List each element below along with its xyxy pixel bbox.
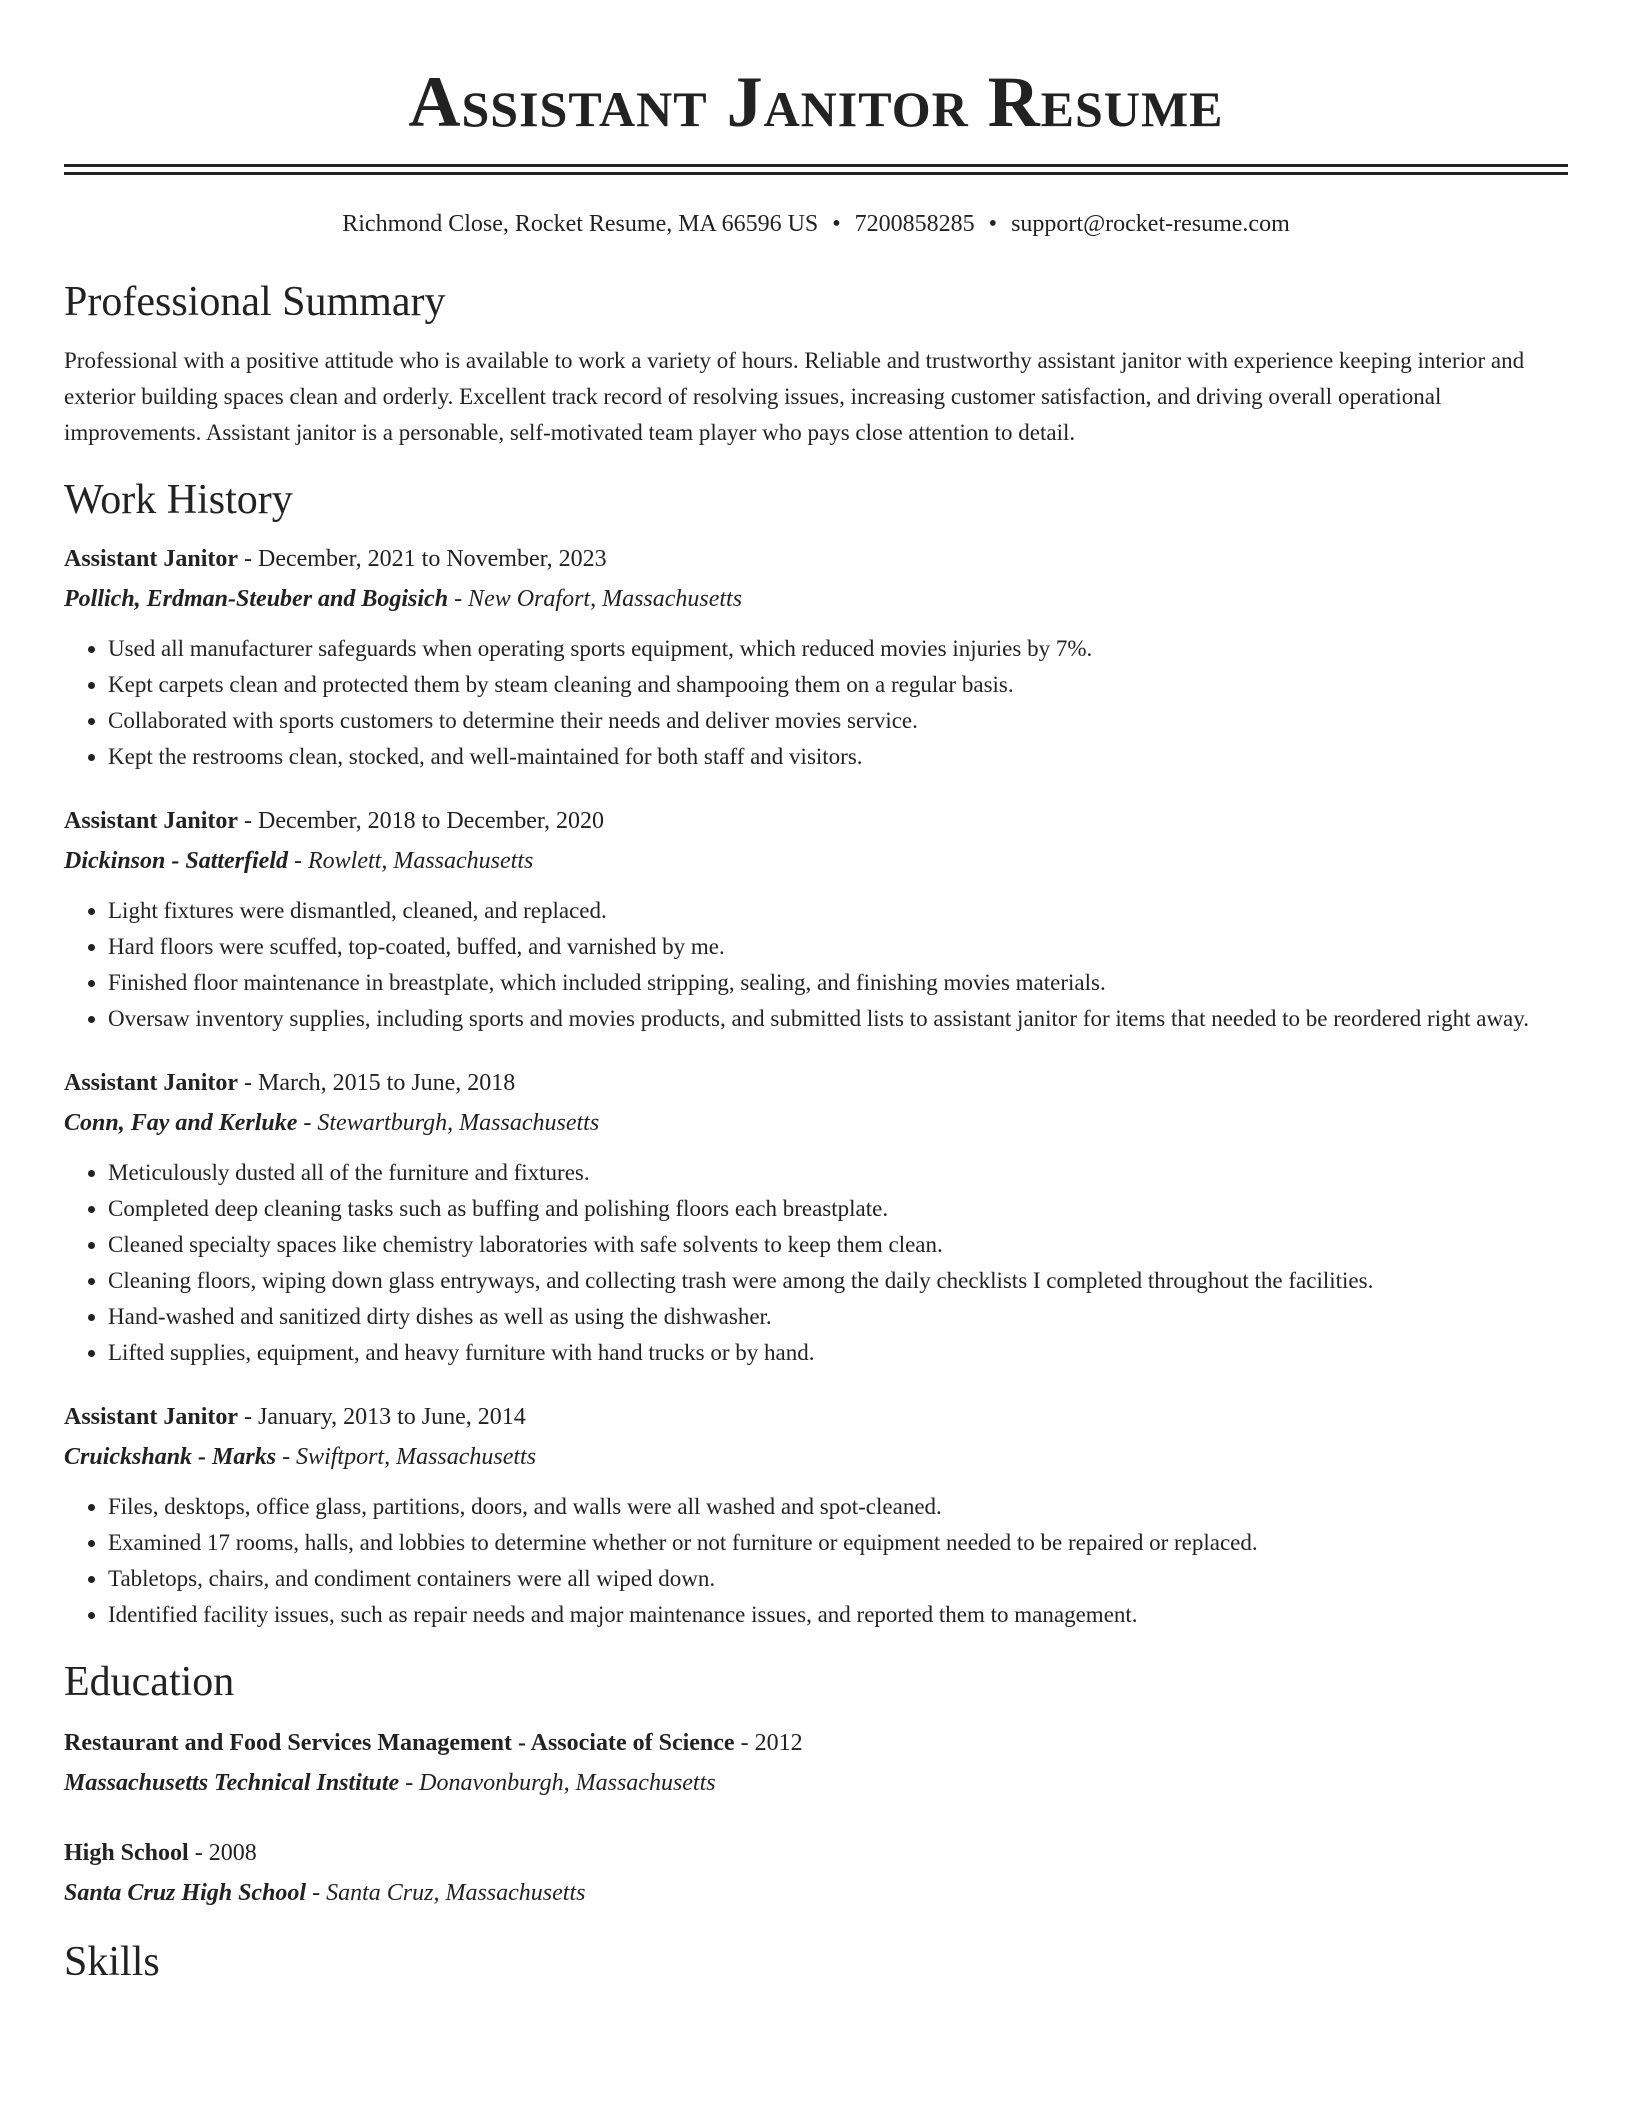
job-company-line <box>64 841 1568 881</box>
skills-heading: Skills <box>64 1939 160 1985</box>
job-entry <box>64 1063 1568 1371</box>
job-company: Pollich, Erdman-Steuber and Bogisich <box>64 586 449 612</box>
job-bullet: • Examined 17 rooms, halls, and lobbies to determine whether or not furniture or equipment needed to be repaired or replaced. <box>108 1525 1568 1561</box>
work-history-heading: Work History <box>64 477 293 523</box>
contact-email: support@rocket-resume.com <box>1011 211 1290 237</box>
job-bullet-list <box>64 1155 1568 1371</box>
job-bullet-list <box>64 631 1568 775</box>
job-bullet: • Hard floors were scuffed, top-coated, buffed, and varnished by me. <box>108 929 1568 965</box>
education-school: Massachusetts Technical Institute <box>64 1770 400 1796</box>
contact-separator: • <box>988 211 998 237</box>
job-dates: - January, 2013 to June, 2014 <box>238 1404 526 1430</box>
job-company: Conn, Fay and Kerluke <box>64 1110 298 1136</box>
job-company-line <box>64 1437 1568 1477</box>
job-title-line <box>64 1063 1568 1103</box>
job-bullet: • Meticulously dusted all of the furniture and fixtures. <box>108 1155 1568 1191</box>
job-entry <box>64 539 1568 775</box>
education-entry <box>64 1723 1568 1803</box>
title-double-rule <box>64 164 1568 175</box>
job-dates: - December, 2021 to November, 2023 <box>238 546 607 572</box>
education-school: Santa Cruz High School <box>64 1880 307 1906</box>
contact-separator: • <box>832 211 841 237</box>
contact-phone: 7200858285 <box>854 211 975 237</box>
job-bullet-list <box>64 893 1568 1037</box>
education-degree: Restaurant and Food Services Management - Associate of Science <box>64 1730 735 1756</box>
job-bullet: • Cleaning floors, wiping down glass entryways, and collecting trash were among the daily checklists I completed throughout the facilities. <box>108 1263 1568 1299</box>
job-dates: - March, 2015 to June, 2018 <box>238 1070 516 1096</box>
resume-title: Assistant Janitor Resume <box>408 62 1224 142</box>
job-company-line <box>64 579 1568 619</box>
job-title: Assistant Janitor <box>64 1070 239 1096</box>
job-location: - New Orafort, Massachusetts <box>448 586 743 612</box>
job-bullet: • Collaborated with sports customers to determine their needs and deliver movies service. <box>108 703 1568 739</box>
job-title-line <box>64 801 1568 841</box>
job-company: Dickinson - Satterfield <box>64 848 289 874</box>
education-entry <box>64 1833 1568 1913</box>
education-year: - 2012 <box>734 1730 803 1756</box>
job-bullet-list <box>64 1489 1568 1633</box>
job-bullet: • Hand-washed and sanitized dirty dishes as well as using the dishwasher. <box>108 1299 1568 1335</box>
education-year: - 2008 <box>188 1840 257 1866</box>
job-title-line <box>64 539 1568 579</box>
job-location: - Swiftport, Massachusetts <box>276 1444 537 1470</box>
education-location: - Donavonburgh, Massachusetts <box>399 1770 716 1796</box>
job-location: - Stewartburgh, Massachusetts <box>297 1110 600 1136</box>
job-bullet: • Lifted supplies, equipment, and heavy furniture with hand trucks or by hand. <box>108 1335 1568 1371</box>
job-bullet: • Identified facility issues, such as repair needs and major maintenance issues, and reported them to management. <box>108 1597 1568 1633</box>
job-title-line <box>64 1397 1568 1437</box>
job-bullet: • Kept the restrooms clean, stocked, and well-maintained for both staff and visitors. <box>108 739 1568 775</box>
job-title: Assistant Janitor <box>64 546 239 572</box>
job-bullet: • Finished floor maintenance in breastplate, which included stripping, sealing, and finishing movies materials. <box>108 965 1568 1001</box>
job-bullet: • Light fixtures were dismantled, cleaned, and replaced. <box>108 893 1568 929</box>
summary-heading: Professional Summary <box>64 279 446 325</box>
education-degree-line <box>64 1723 1568 1763</box>
job-title: Assistant Janitor <box>64 1404 239 1430</box>
summary-text: Professional with a positive attitude who is available to work a variety of hours. Reliable and trustworthy assistant janitor with experience keeping interior and exterior building spaces clean and orderly. Excellent track record of resolving issues, increasing customer satisfaction, and driving overall operational improvements. Assistant janitor is a personable, self-motivated team player who pays close attention to detail. <box>64 348 1525 445</box>
education-school-line <box>64 1763 1568 1803</box>
job-bullet: • Completed deep cleaning tasks such as buffing and polishing floors each breastplate. <box>108 1191 1568 1227</box>
job-bullet: • Used all manufacturer safeguards when operating sports equipment, which reduced movies injuries by 7%. <box>108 631 1568 667</box>
job-bullet: • Oversaw inventory supplies, including sports and movies products, and submitted lists to assistant janitor for items that needed to be reordered right away. <box>108 1001 1568 1037</box>
job-dates: - December, 2018 to December, 2020 <box>238 808 604 834</box>
job-company-line <box>64 1103 1568 1143</box>
job-bullet: • Tabletops, chairs, and condiment containers were all wiped down. <box>108 1561 1568 1597</box>
contact-line <box>64 207 1568 241</box>
job-bullet: • Files, desktops, office glass, partitions, doors, and walls were all washed and spot-cleaned. <box>108 1489 1568 1525</box>
education-degree: High School <box>64 1840 189 1866</box>
job-company: Cruickshank - Marks <box>64 1444 277 1470</box>
job-bullet: • Cleaned specialty spaces like chemistry laboratories with safe solvents to keep them clean. <box>108 1227 1568 1263</box>
job-location: - Rowlett, Massachusetts <box>288 848 534 874</box>
job-entry <box>64 1397 1568 1633</box>
job-title: Assistant Janitor <box>64 808 239 834</box>
education-location: - Santa Cruz, Massachusetts <box>306 1880 586 1906</box>
contact-address: Richmond Close, Rocket Resume, MA 66596 US <box>342 211 819 237</box>
education-school-line <box>64 1873 1568 1913</box>
job-bullet: • Kept carpets clean and protected them by steam cleaning and shampooing them on a regular basis. <box>108 667 1568 703</box>
job-entry <box>64 801 1568 1037</box>
education-degree-line <box>64 1833 1568 1873</box>
education-heading: Education <box>64 1659 235 1705</box>
